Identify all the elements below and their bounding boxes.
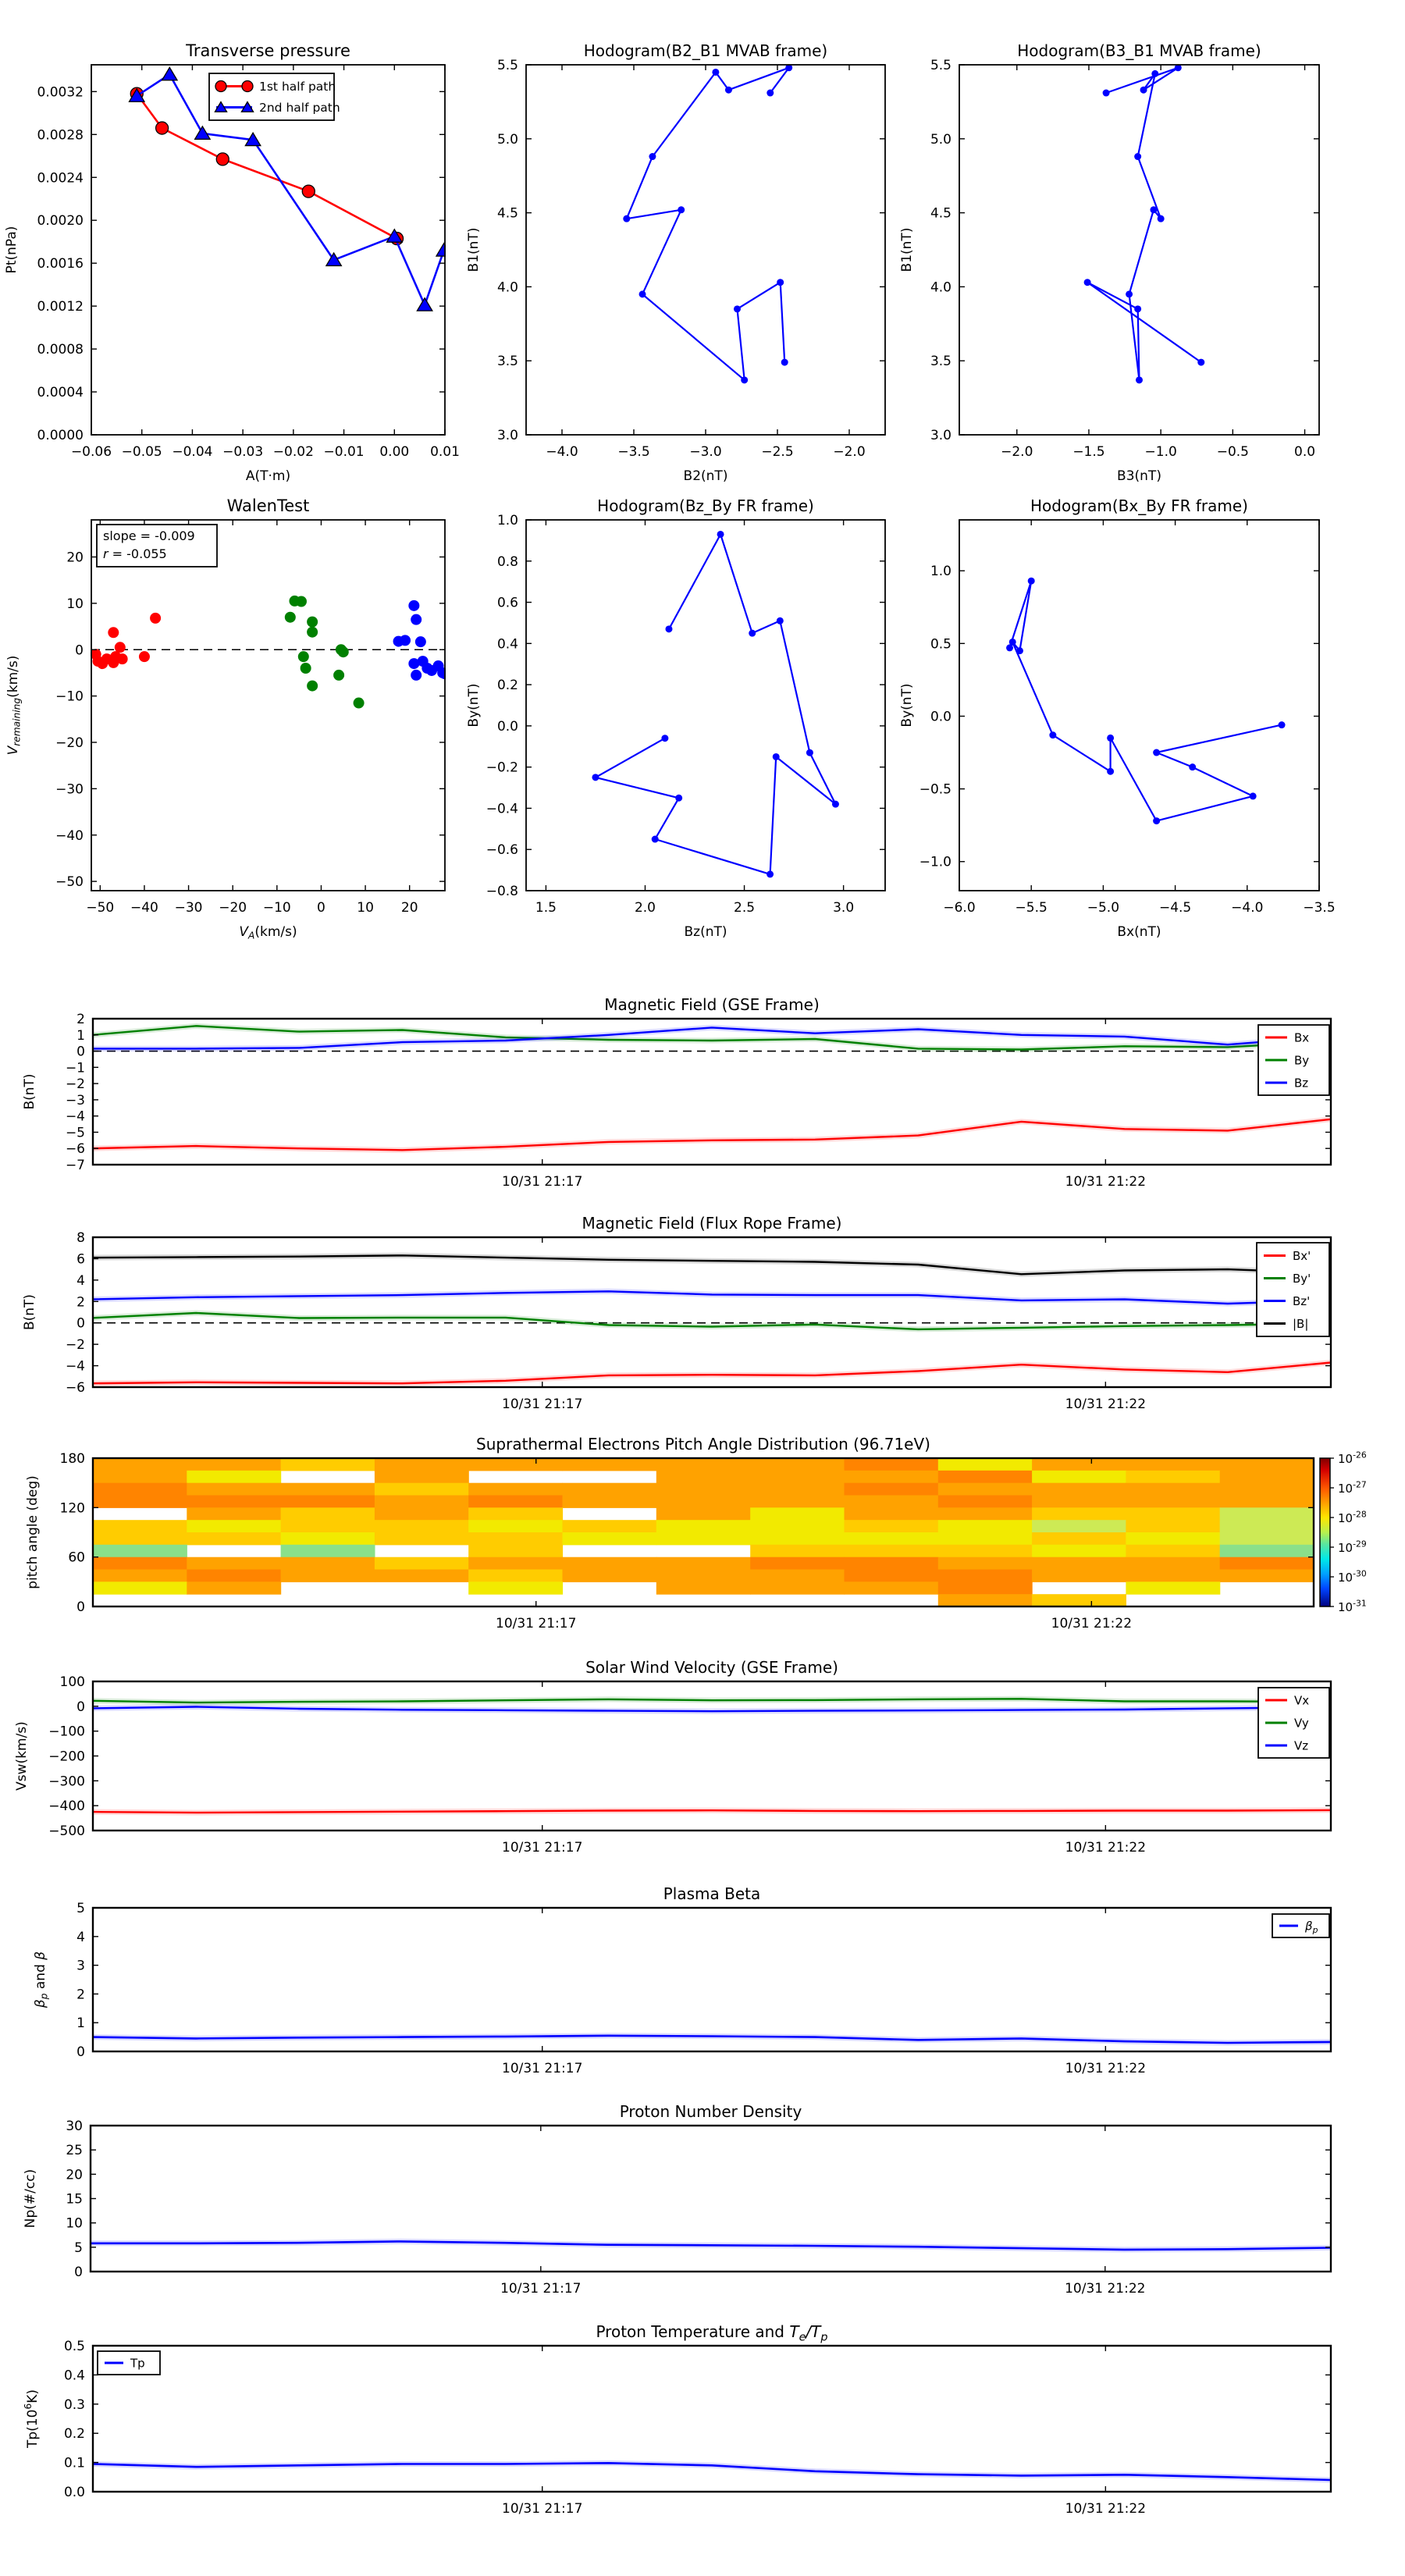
x-tick-label: 0 bbox=[317, 900, 325, 916]
y-axis-label: pitch angle (deg) bbox=[25, 1475, 41, 1589]
y-axis-label: B1(nT) bbox=[466, 227, 482, 272]
x-tick-label: −2.5 bbox=[761, 444, 794, 460]
series-b2-b1-path bbox=[623, 64, 792, 383]
x-tick-label: −0.06 bbox=[70, 444, 112, 460]
y-tick-label: 4.0 bbox=[496, 279, 518, 296]
legend-label: Vz bbox=[1294, 1738, 1309, 1753]
y-tick-label: −0.8 bbox=[486, 884, 518, 899]
y-axis-label: B1(nT) bbox=[899, 227, 915, 272]
panel-title: Proton Temperature and $T_e/T_p$ bbox=[596, 2322, 828, 2344]
y-tick-label: 0 bbox=[76, 1044, 85, 1060]
axes-frame bbox=[93, 2346, 1331, 2492]
y-axis-label: B(nT) bbox=[22, 1073, 37, 1110]
x-tick-label: 0.0 bbox=[1294, 444, 1316, 460]
panel-title: Hodogram(B2_B1 MVAB frame) bbox=[583, 41, 828, 60]
x-axis-label: $V_A(km/s)$ bbox=[239, 924, 297, 941]
panel-title: Transverse pressure bbox=[186, 41, 350, 60]
series-beta-p bbox=[93, 2036, 1331, 2043]
x-tick-label: −10 bbox=[262, 900, 291, 916]
x-tick-label: −4.5 bbox=[1158, 900, 1192, 916]
y-tick-label: 100 bbox=[59, 1674, 85, 1690]
series-vy bbox=[93, 1699, 1331, 1703]
x-tick-label: 10/31 21:17 bbox=[502, 2501, 583, 2517]
y-tick-label: 10 bbox=[66, 596, 84, 612]
legend-label: By' bbox=[1293, 1272, 1311, 1286]
y-tick-label: 0 bbox=[76, 1699, 85, 1715]
legend-label: Bz bbox=[1294, 1076, 1309, 1091]
panel-title: Suprathermal Electrons Pitch Angle Distribution (96.71eV) bbox=[476, 1435, 930, 1453]
x-axis-label: Bx(nT) bbox=[1117, 924, 1161, 940]
x-tick-label: −0.02 bbox=[272, 444, 314, 460]
y-tick-label: −30 bbox=[55, 781, 84, 798]
y-tick-label: 0.0032 bbox=[37, 84, 84, 101]
y-axis-label: Np(#/cc) bbox=[23, 2169, 38, 2229]
y-tick-label: −5 bbox=[65, 1125, 85, 1141]
y-tick-label: 0 bbox=[76, 1599, 85, 1615]
panel-hodogram-b3-b1 bbox=[899, 41, 1319, 484]
y-tick-label: 0.0008 bbox=[37, 342, 84, 358]
y-tick-label: 0.0 bbox=[63, 2485, 85, 2500]
panel-title: Magnetic Field (GSE Frame) bbox=[604, 995, 820, 1014]
y-tick-label: 0.0024 bbox=[37, 170, 84, 187]
legend-label: 2nd half path bbox=[259, 101, 340, 115]
y-tick-label: 30 bbox=[66, 2119, 83, 2134]
y-tick-label: −6 bbox=[65, 1141, 85, 1158]
series-bx-by-path bbox=[1006, 578, 1286, 824]
y-tick-label: −50 bbox=[55, 874, 84, 891]
x-tick-label: −2.0 bbox=[833, 444, 866, 460]
y-tick-label: 0 bbox=[75, 642, 84, 659]
y-tick-label: 6 bbox=[76, 1251, 85, 1268]
x-tick-label: −1.5 bbox=[1072, 444, 1105, 460]
y-tick-label: 0.3 bbox=[63, 2396, 85, 2413]
x-tick-label: 10/31 21:22 bbox=[1065, 1174, 1147, 1190]
y-tick-label: −2 bbox=[65, 1076, 85, 1093]
y-tick-label: 4 bbox=[76, 1272, 85, 1289]
x-tick-label: −0.03 bbox=[222, 444, 264, 460]
panel-hodogram-bz-by bbox=[466, 496, 885, 940]
panel-title: Hodogram(B3_B1 MVAB frame) bbox=[1017, 41, 1261, 60]
panel-solar-wind-velocity bbox=[14, 1658, 1331, 1856]
x-axis-label: B3(nT) bbox=[1117, 468, 1161, 484]
series-vz bbox=[93, 1707, 1331, 1712]
y-tick-label: 180 bbox=[59, 1451, 85, 1467]
x-axis-label: Bz(nT) bbox=[684, 924, 727, 940]
legend-label: Tp bbox=[130, 2356, 145, 2371]
x-tick-label: −0.05 bbox=[121, 444, 162, 460]
y-tick-label: −40 bbox=[55, 827, 84, 844]
y-tick-label: 0.0 bbox=[930, 709, 951, 725]
panel-transverse-pressure bbox=[4, 41, 460, 484]
y-tick-label: 0.0000 bbox=[37, 428, 84, 443]
legend-label: |B| bbox=[1293, 1317, 1309, 1331]
colorbar bbox=[1320, 1458, 1330, 1606]
y-tick-label: 20 bbox=[66, 550, 84, 566]
colorbar-tick-label: $10^{-31}$ bbox=[1338, 1598, 1367, 1614]
y-tick-label: 0 bbox=[74, 2265, 83, 2280]
y-tick-label: −0.4 bbox=[486, 801, 518, 817]
y-tick-label: 0.2 bbox=[496, 678, 518, 694]
y-axis-label: $Tp(10^6K)$ bbox=[22, 2389, 41, 2448]
y-tick-label: 0.4 bbox=[63, 2368, 85, 2384]
series-by- bbox=[93, 1313, 1331, 1329]
y-tick-label: 5 bbox=[76, 1901, 85, 1916]
x-tick-label: −50 bbox=[86, 900, 115, 916]
y-tick-label: 0.0016 bbox=[37, 256, 84, 272]
legend-label: Bx bbox=[1294, 1030, 1310, 1045]
series-bz-by-path bbox=[592, 531, 839, 877]
colorbar-tick-label: $10^{-30}$ bbox=[1338, 1568, 1367, 1585]
y-axis-label: Pt(nPa) bbox=[4, 226, 20, 274]
y-tick-label: 3 bbox=[76, 1958, 85, 1974]
series-first-interval bbox=[91, 613, 161, 669]
y-tick-label: 4.5 bbox=[496, 205, 518, 222]
y-axis-label: By(nT) bbox=[899, 683, 915, 728]
y-tick-label: 0.0020 bbox=[37, 213, 84, 229]
series-bz- bbox=[93, 1291, 1331, 1304]
panel-magnetic-field-gse bbox=[22, 995, 1331, 1190]
y-tick-label: 25 bbox=[66, 2143, 83, 2159]
y-tick-label: 2 bbox=[76, 1987, 85, 2003]
y-tick-label: 15 bbox=[66, 2191, 83, 2208]
x-tick-label: 0.01 bbox=[430, 444, 460, 460]
x-tick-label: 10/31 21:22 bbox=[1065, 1397, 1147, 1412]
series-tp bbox=[93, 2463, 1331, 2480]
y-axis-label: By(nT) bbox=[466, 683, 482, 728]
y-tick-label: 0 bbox=[76, 2044, 85, 2060]
x-tick-label: 10/31 21:22 bbox=[1065, 1840, 1147, 1856]
series-last-interval bbox=[393, 600, 450, 681]
y-tick-label: 5.5 bbox=[496, 58, 518, 73]
y-tick-label: 1.0 bbox=[930, 564, 951, 580]
y-tick-label: 5.0 bbox=[496, 131, 518, 148]
legend-label: Vy bbox=[1294, 1716, 1309, 1731]
series-np bbox=[91, 2241, 1331, 2250]
y-axis-label: B(nT) bbox=[22, 1293, 37, 1331]
x-tick-label: −5.5 bbox=[1015, 900, 1048, 916]
x-tick-label: −0.01 bbox=[323, 444, 365, 460]
x-tick-label: −0.04 bbox=[172, 444, 213, 460]
series-bx- bbox=[93, 1363, 1331, 1384]
x-tick-label: 0.00 bbox=[379, 444, 410, 460]
panel-proton-temperature bbox=[23, 2322, 1331, 2517]
x-tick-label: 20 bbox=[400, 900, 418, 916]
y-tick-label: −100 bbox=[48, 1724, 85, 1740]
x-tick-label: −5.0 bbox=[1087, 900, 1120, 916]
y-tick-label: 20 bbox=[66, 2167, 83, 2183]
x-tick-label: 10/31 21:17 bbox=[502, 1840, 583, 1856]
colorbar-tick-label: $10^{-29}$ bbox=[1338, 1539, 1367, 1555]
y-tick-label: 0.0 bbox=[496, 718, 518, 735]
x-tick-label: 10/31 21:22 bbox=[1065, 2281, 1146, 2297]
panel-title: Hodogram(Bx_By FR frame) bbox=[1030, 496, 1249, 515]
y-tick-label: 0.6 bbox=[496, 595, 518, 611]
series-bx bbox=[93, 1119, 1331, 1151]
annotation-text: r = -0.055 bbox=[103, 546, 167, 561]
y-tick-label: 120 bbox=[59, 1500, 85, 1517]
y-tick-label: −300 bbox=[48, 1774, 85, 1790]
y-axis-label: $\beta_p$ and β bbox=[33, 1951, 50, 2008]
x-tick-label: −0.5 bbox=[1216, 444, 1250, 460]
x-tick-label: −4.0 bbox=[546, 444, 578, 460]
x-tick-label: 10/31 21:22 bbox=[1065, 2061, 1147, 2076]
panel-walen-test bbox=[5, 496, 450, 941]
y-tick-label: 1 bbox=[76, 1027, 85, 1044]
y-tick-label: −200 bbox=[48, 1749, 85, 1765]
panel-proton-number-density bbox=[23, 2102, 1331, 2297]
x-tick-label: 10/31 21:17 bbox=[496, 1616, 577, 1631]
y-tick-label: 2 bbox=[76, 1012, 85, 1027]
legend-label: $\beta_p$ bbox=[1305, 1919, 1318, 1935]
x-tick-label: 10/31 21:17 bbox=[502, 1397, 583, 1412]
panel-title: Proton Number Density bbox=[619, 2102, 802, 2121]
colorbar-tick-label: $10^{-28}$ bbox=[1338, 1509, 1367, 1525]
y-tick-label: 0.0012 bbox=[37, 299, 84, 315]
y-tick-label: 0.4 bbox=[496, 636, 518, 653]
y-tick-label: 0 bbox=[76, 1315, 85, 1332]
x-tick-label: 10/31 21:17 bbox=[502, 2061, 583, 2076]
x-tick-label: −6.0 bbox=[943, 900, 976, 916]
y-tick-label: 0.0004 bbox=[37, 385, 84, 401]
y-tick-label: 0.1 bbox=[63, 2455, 85, 2471]
x-axis-label: A(T·m) bbox=[245, 468, 291, 484]
y-tick-label: 5.0 bbox=[930, 131, 951, 148]
y-tick-label: −0.6 bbox=[486, 842, 518, 859]
y-tick-label: 3.0 bbox=[496, 428, 518, 443]
y-tick-label: 0.2 bbox=[63, 2426, 85, 2443]
y-tick-label: 0.5 bbox=[930, 636, 951, 653]
series-b3-b1-path bbox=[1084, 64, 1205, 383]
x-tick-label: −20 bbox=[219, 900, 247, 916]
panel-title: WalenTest bbox=[226, 496, 310, 515]
y-tick-label: −400 bbox=[48, 1799, 85, 1815]
y-tick-label: 3.5 bbox=[496, 354, 518, 370]
y-tick-label: 4.0 bbox=[930, 279, 951, 296]
axes-frame bbox=[93, 1908, 1331, 2051]
axes-frame bbox=[526, 520, 885, 891]
panel-electron-pitch-angle bbox=[25, 1435, 1367, 1631]
axes-frame bbox=[959, 520, 1319, 891]
y-tick-label: 0.8 bbox=[496, 553, 518, 570]
y-tick-label: 10 bbox=[66, 2215, 83, 2232]
series-middle-interval bbox=[285, 596, 365, 709]
y-tick-label: −0.2 bbox=[486, 760, 518, 776]
y-tick-label: −2 bbox=[65, 1337, 85, 1354]
legend-label: Bx' bbox=[1293, 1249, 1311, 1263]
x-tick-label: 1.5 bbox=[535, 900, 557, 916]
annotation-text: slope = -0.009 bbox=[103, 528, 195, 543]
x-tick-label: −3.5 bbox=[617, 444, 650, 460]
panel-title: Magnetic Field (Flux Rope Frame) bbox=[582, 1214, 842, 1233]
y-axis-label: $V_{remaining}(km/s)$ bbox=[5, 655, 23, 756]
x-tick-label: 10/31 21:17 bbox=[502, 1174, 583, 1190]
y-tick-label: 0.5 bbox=[63, 2339, 85, 2354]
panel-plasma-beta bbox=[33, 1884, 1331, 2076]
y-tick-label: 1.0 bbox=[496, 513, 518, 528]
panel-title: Hodogram(Bz_By FR frame) bbox=[597, 496, 814, 515]
y-tick-label: 1 bbox=[76, 2016, 85, 2032]
panel-title: Solar Wind Velocity (GSE Frame) bbox=[585, 1658, 838, 1677]
y-tick-label: 3.5 bbox=[930, 354, 951, 370]
y-tick-label: 2 bbox=[76, 1294, 85, 1311]
x-tick-label: 10/31 21:17 bbox=[500, 2281, 582, 2297]
x-tick-label: 10 bbox=[357, 900, 374, 916]
y-tick-label: −4 bbox=[65, 1108, 85, 1125]
x-tick-label: 10/31 21:22 bbox=[1065, 2501, 1147, 2517]
y-tick-label: 4.5 bbox=[930, 205, 951, 222]
panel-title: Plasma Beta bbox=[663, 1884, 761, 1903]
x-tick-label: −1.0 bbox=[1144, 444, 1177, 460]
x-tick-label: 2.0 bbox=[634, 900, 656, 916]
y-tick-label: −4 bbox=[65, 1358, 85, 1375]
x-tick-label: −3.0 bbox=[689, 444, 722, 460]
y-tick-label: −7 bbox=[65, 1158, 85, 1173]
x-tick-label: 10/31 21:22 bbox=[1051, 1616, 1133, 1631]
y-tick-label: −0.5 bbox=[919, 781, 951, 798]
legend-label: Vx bbox=[1294, 1693, 1310, 1708]
axes-frame bbox=[526, 65, 885, 435]
legend-label: 1st half path bbox=[259, 80, 336, 94]
y-tick-label: −3 bbox=[65, 1092, 85, 1108]
x-tick-label: −40 bbox=[130, 900, 158, 916]
y-tick-label: 3.0 bbox=[930, 428, 951, 443]
y-tick-label: −10 bbox=[55, 688, 84, 705]
series--b- bbox=[93, 1255, 1331, 1274]
panel-hodogram-bx-by bbox=[899, 496, 1336, 940]
y-tick-label: 60 bbox=[68, 1550, 85, 1566]
y-tick-label: −1 bbox=[65, 1060, 85, 1076]
panel-hodogram-b2-b1 bbox=[466, 41, 885, 484]
y-tick-label: 4 bbox=[76, 1929, 85, 1945]
y-tick-label: 0.0028 bbox=[37, 127, 84, 144]
y-tick-label: 5.5 bbox=[930, 58, 951, 73]
y-tick-label: −1.0 bbox=[919, 854, 951, 870]
legend-label: Bz' bbox=[1293, 1294, 1311, 1308]
y-tick-label: −20 bbox=[55, 735, 84, 751]
y-axis-label: Vsw(km/s) bbox=[14, 1721, 30, 1791]
panel-magnetic-field-flux-rope bbox=[22, 1214, 1331, 1412]
legend-label: By bbox=[1294, 1053, 1310, 1068]
x-tick-label: −4.0 bbox=[1231, 900, 1264, 916]
y-tick-label: −6 bbox=[65, 1380, 85, 1396]
x-tick-label: −3.5 bbox=[1303, 900, 1336, 916]
colorbar-tick-label: $10^{-26}$ bbox=[1338, 1450, 1367, 1466]
axes-frame bbox=[91, 520, 445, 891]
y-tick-label: −500 bbox=[48, 1823, 85, 1839]
x-tick-label: 3.0 bbox=[833, 900, 855, 916]
x-tick-label: −30 bbox=[174, 900, 203, 916]
x-axis-label: B2(nT) bbox=[683, 468, 728, 484]
x-tick-label: −2.0 bbox=[1001, 444, 1033, 460]
y-tick-label: 8 bbox=[76, 1230, 85, 1246]
series-vx bbox=[93, 1810, 1331, 1813]
colorbar-tick-label: $10^{-27}$ bbox=[1338, 1479, 1367, 1496]
x-tick-label: 2.5 bbox=[734, 900, 756, 916]
y-tick-label: 5 bbox=[74, 2240, 83, 2256]
